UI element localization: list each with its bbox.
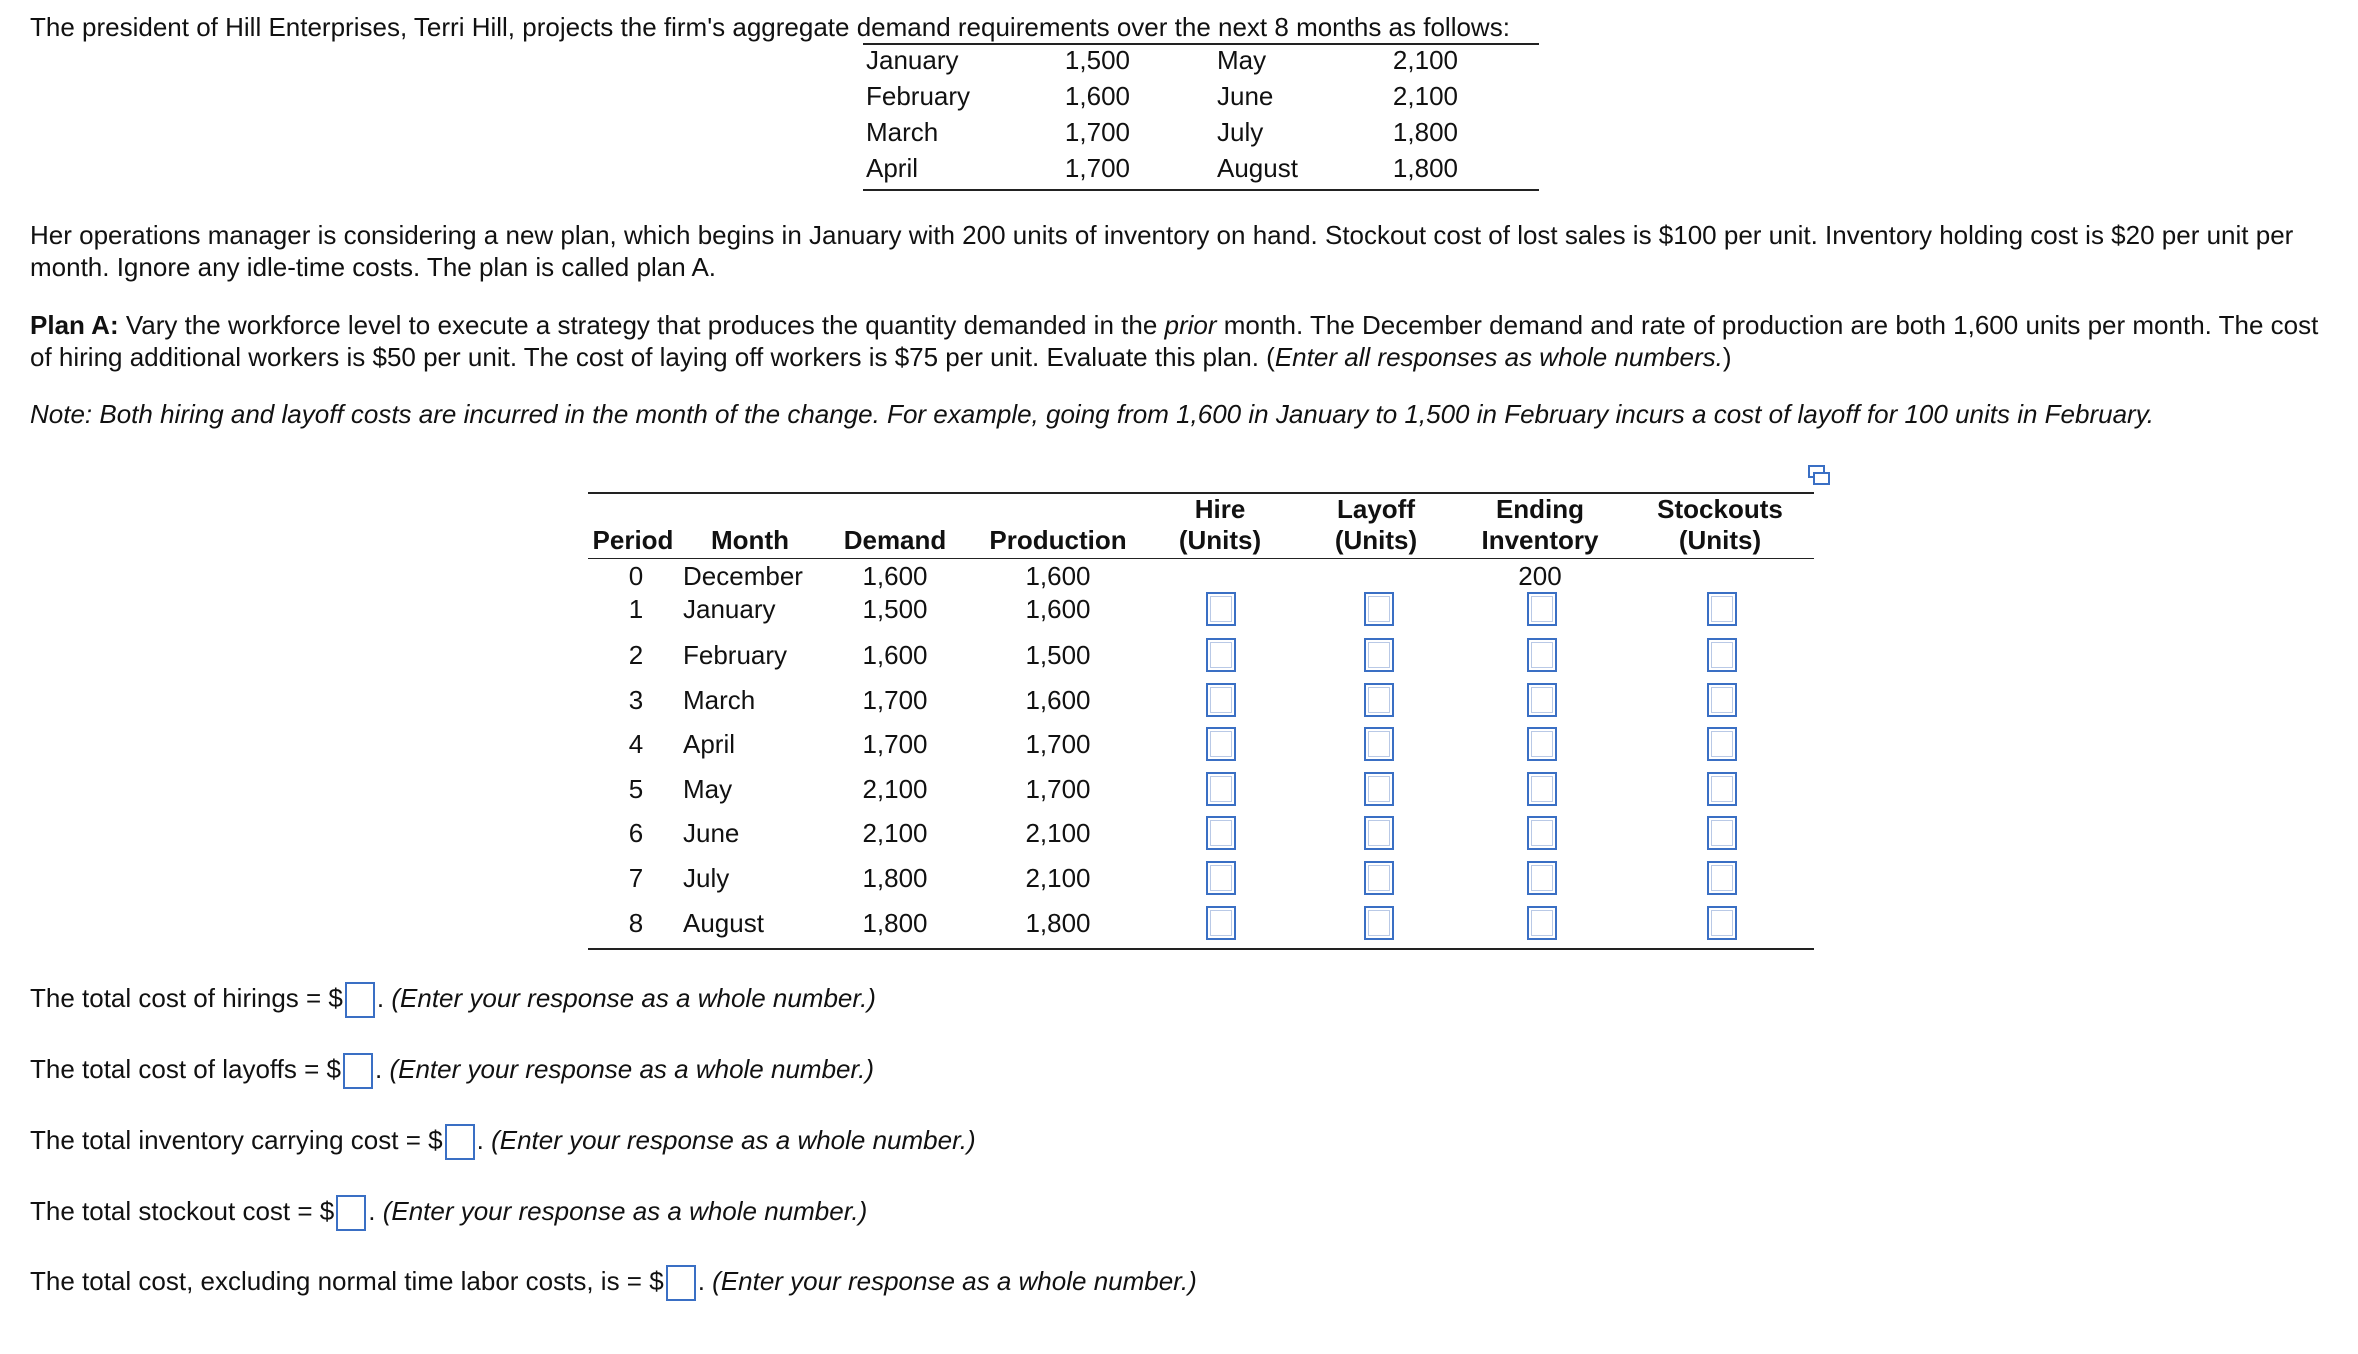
- hire-input[interactable]: [1206, 772, 1236, 806]
- demand-month: June: [1217, 81, 1274, 111]
- punct: .: [376, 983, 385, 1013]
- stockouts-input[interactable]: [1707, 638, 1737, 672]
- plan-a-label: Plan A:: [30, 310, 119, 340]
- plan-a-text-1: Vary the workforce level to execute a strategy that produces the quantity demanded in the: [118, 310, 1165, 340]
- cell-period: 8: [628, 908, 644, 938]
- header-hire: Hire (Units): [1178, 494, 1262, 555]
- note-text: Note: Both hiring and layoff costs are incurred in the month of the change. For example, going from 1,600 in January to 1,500 in February incurs a cost of layoff for 100 units in February.: [30, 399, 2155, 429]
- cell-month: July: [683, 863, 730, 893]
- cell-period: 5: [628, 774, 644, 804]
- ending-inventory-input[interactable]: [1527, 906, 1557, 940]
- hirings-cost-input[interactable]: [345, 982, 375, 1018]
- cell-month: April: [683, 729, 736, 759]
- hire-input[interactable]: [1206, 906, 1236, 940]
- layoff-input[interactable]: [1364, 861, 1394, 895]
- question-total: [30, 1263, 1197, 1301]
- demand-month: July: [1217, 117, 1264, 147]
- cell-production: 1,700: [1025, 774, 1091, 804]
- cell-period: 6: [628, 818, 644, 848]
- question-layoffs: [30, 1051, 874, 1089]
- demand-value: 1,800: [1392, 153, 1458, 183]
- cell-demand: 1,800: [862, 863, 928, 893]
- demand-value: 1,800: [1392, 117, 1458, 147]
- cell-month: January: [683, 594, 776, 624]
- layoff-input[interactable]: [1364, 592, 1394, 626]
- cell-period: 3: [628, 685, 644, 715]
- demand-month: May: [1217, 45, 1267, 75]
- cell-demand: 1,600: [862, 640, 928, 670]
- cell-demand: 1,600: [862, 561, 928, 591]
- punct: .: [368, 1196, 376, 1226]
- cell-month: February: [683, 640, 788, 670]
- plan-table-bottom-rule: [588, 948, 1814, 950]
- cell-demand: 1,700: [862, 729, 928, 759]
- plan-a-text-2: month. The December demand and rate of production are both 1,600 units per month. The cost of hiring additional workers is $50 per unit. The cost of laying off workers is $75 per unit. Evaluate this plan. (: [30, 310, 2319, 372]
- demand-value: 1,700: [1064, 117, 1130, 147]
- stockouts-input[interactable]: [1707, 727, 1737, 761]
- header-ending-inventory: Ending Inventory: [1481, 494, 1599, 555]
- inventory-cost-input[interactable]: [445, 1124, 475, 1160]
- ending-inventory-input[interactable]: [1527, 592, 1557, 626]
- cell-demand: 2,100: [862, 774, 928, 804]
- header-production: Production: [989, 525, 1127, 555]
- plan-description: Her operations manager is considering a new plan, which begins in January with 200 units of inventory on hand. Stockout cost of lost sales is $100 per unit. Inventory holding cost is $20 per unit per month. Ignore any idle-time costs. The plan is called plan A.: [30, 220, 2294, 282]
- cell-production: 1,600: [1025, 594, 1091, 624]
- ending-inventory-input[interactable]: [1527, 816, 1557, 850]
- question-inventory: [30, 1122, 976, 1160]
- cell-production: 1,500: [1025, 640, 1091, 670]
- cell-demand: 1,800: [862, 908, 928, 938]
- layoff-input[interactable]: [1364, 816, 1394, 850]
- cell-period: 4: [628, 729, 644, 759]
- header-stockouts: Stockouts (Units): [1657, 494, 1783, 555]
- stockout-cost-input[interactable]: [336, 1195, 366, 1231]
- demand-month: March: [866, 117, 939, 147]
- plan-a-hint: Enter all responses as whole numbers.: [1274, 342, 1723, 372]
- demand-month: January: [866, 45, 959, 75]
- punct: .: [374, 1054, 383, 1084]
- layoff-input[interactable]: [1364, 683, 1394, 717]
- question-inventory-hint: (Enter your response as a whole number.): [491, 1125, 976, 1155]
- layoff-input[interactable]: [1364, 906, 1394, 940]
- question-total-label: The total cost, excluding normal time labor costs, is = $: [30, 1266, 664, 1296]
- header-demand: Demand: [843, 525, 947, 555]
- question-total-hint: (Enter your response as a whole number.): [712, 1266, 1197, 1296]
- plan-a-paragraph: [30, 309, 2330, 373]
- question-hirings: [30, 980, 876, 1018]
- question-hirings-hint: (Enter your response as a whole number.): [391, 983, 876, 1013]
- demand-value: 2,100: [1392, 81, 1458, 111]
- question-inventory-label: The total inventory carrying cost = $: [30, 1125, 443, 1155]
- cell-period: 0: [628, 561, 644, 591]
- plan-table-header-rule: [588, 558, 1814, 559]
- cell-month: December: [683, 561, 803, 591]
- demand-value: 1,600: [1064, 81, 1130, 111]
- cell-production: 2,100: [1025, 818, 1091, 848]
- ending-inventory-input[interactable]: [1527, 727, 1557, 761]
- stockouts-input[interactable]: [1707, 906, 1737, 940]
- ending-inventory-input[interactable]: [1527, 683, 1557, 717]
- question-stockout-label: The total stockout cost = $: [30, 1196, 335, 1226]
- hire-input[interactable]: [1206, 592, 1236, 626]
- cell-ending-inventory: 200: [1518, 561, 1562, 591]
- cell-period: 7: [628, 863, 644, 893]
- punct: .: [697, 1266, 705, 1296]
- stockouts-input[interactable]: [1707, 772, 1737, 806]
- hire-input[interactable]: [1206, 683, 1236, 717]
- demand-month: August: [1217, 153, 1298, 183]
- cell-month: June: [683, 818, 740, 848]
- ending-inventory-input[interactable]: [1527, 772, 1557, 806]
- hire-input[interactable]: [1206, 638, 1236, 672]
- plan-a-prior: prior: [1164, 310, 1217, 340]
- copy-table-icon[interactable]: [1808, 465, 1830, 485]
- header-layoff: Layoff (Units): [1334, 494, 1418, 555]
- stockouts-input[interactable]: [1707, 816, 1737, 850]
- cell-demand: 2,100: [862, 818, 928, 848]
- cell-month: May: [683, 774, 733, 804]
- cell-period: 2: [628, 640, 644, 670]
- cell-month: August: [683, 908, 764, 938]
- demand-value: 2,100: [1392, 45, 1458, 75]
- cell-demand: 1,700: [862, 685, 928, 715]
- demand-table-bottom-rule: [863, 189, 1539, 191]
- layoff-input[interactable]: [1364, 638, 1394, 672]
- ending-inventory-input[interactable]: [1527, 638, 1557, 672]
- stockouts-input[interactable]: [1707, 592, 1737, 626]
- header-period: Period: [592, 525, 674, 555]
- question-layoffs-hint: (Enter your response as a whole number.): [389, 1054, 875, 1084]
- header-month: Month: [711, 525, 789, 555]
- cell-production: 2,100: [1025, 863, 1091, 893]
- demand-month: February: [866, 81, 971, 111]
- demand-value: 1,700: [1064, 153, 1130, 183]
- layoff-input[interactable]: [1364, 772, 1394, 806]
- intro-text: The president of Hill Enterprises, Terri Hill, projects the firm's aggregate demand requirements over the next 8 months as follows:: [30, 12, 1510, 42]
- hire-input[interactable]: [1206, 861, 1236, 895]
- cell-month: March: [683, 685, 756, 715]
- layoffs-cost-input[interactable]: [343, 1053, 373, 1089]
- cell-production: 1,700: [1025, 729, 1091, 759]
- stockouts-input[interactable]: [1707, 861, 1737, 895]
- cell-production: 1,600: [1025, 561, 1091, 591]
- question-layoffs-label: The total cost of layoffs = $: [30, 1054, 341, 1084]
- total-cost-input[interactable]: [666, 1265, 696, 1301]
- hire-input[interactable]: [1206, 727, 1236, 761]
- cell-production: 1,600: [1025, 685, 1091, 715]
- plan-a-text-3: ): [1722, 342, 1732, 372]
- question-hirings-label: The total cost of hirings = $: [30, 983, 343, 1013]
- cell-period: 1: [628, 594, 644, 624]
- ending-inventory-input[interactable]: [1527, 861, 1557, 895]
- layoff-input[interactable]: [1364, 727, 1394, 761]
- stockouts-input[interactable]: [1707, 683, 1737, 717]
- cell-demand: 1,500: [862, 594, 928, 624]
- cell-production: 1,800: [1025, 908, 1091, 938]
- demand-value: 1,500: [1064, 45, 1130, 75]
- demand-month: April: [866, 153, 919, 183]
- hire-input[interactable]: [1206, 816, 1236, 850]
- punct: .: [476, 1125, 484, 1155]
- question-stockout: [30, 1193, 867, 1231]
- question-stockout-hint: (Enter your response as a whole number.): [382, 1196, 868, 1226]
